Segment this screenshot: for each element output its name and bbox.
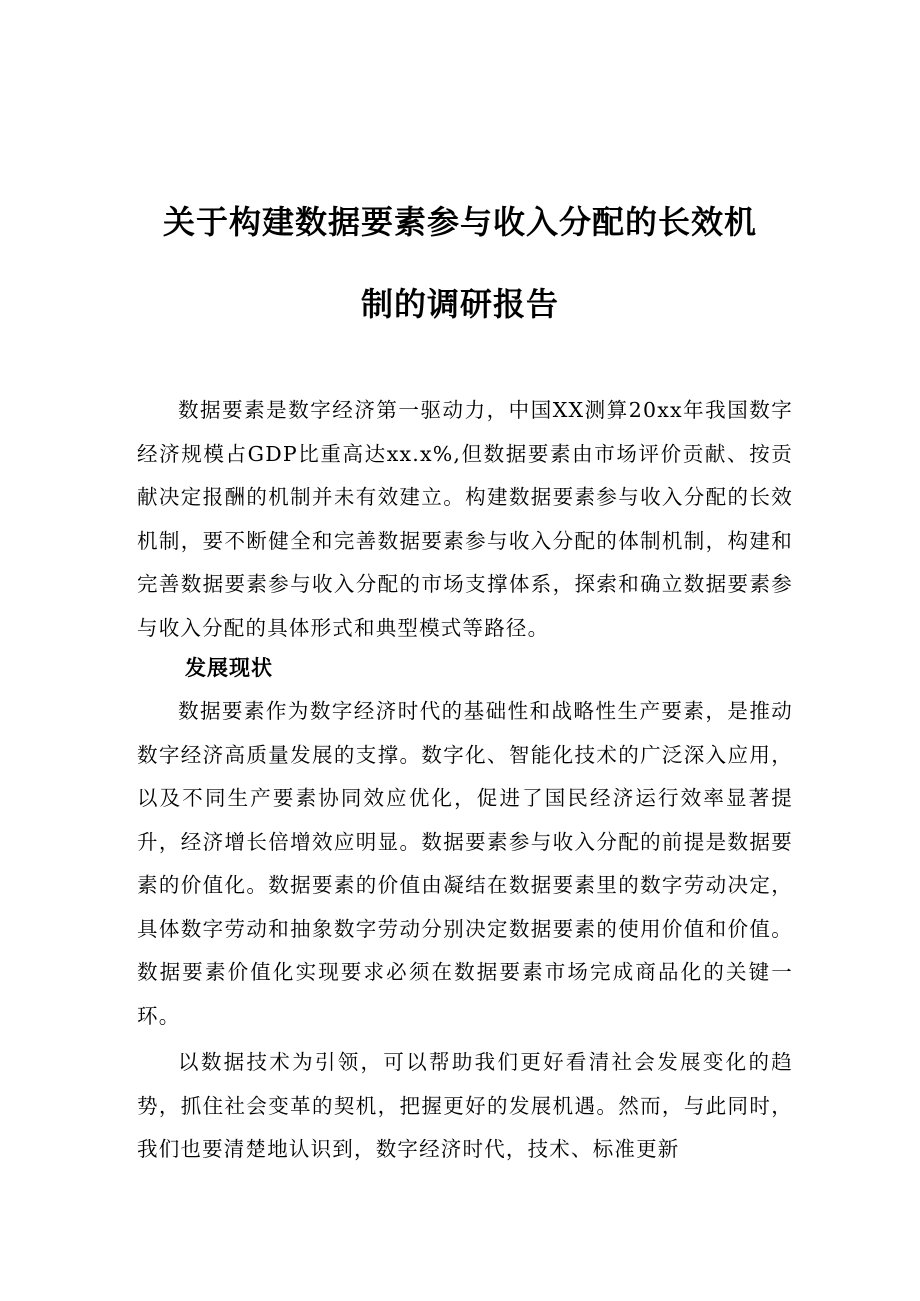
intro-paragraph: 数据要素是数字经济第一驱动力，中国XX测算20xx年我国数字经济规模占GDP比重高达xx.x%,但数据要素由市场评价贡献、按贡献决定报酬的机制并未有效建立。构建数据要素参与收入分配的长效机制，要不断健全和完善数据要素参与收入分配的体制机制，构建和完善数据要素参与收入分配的市场支撑体系，探索和确立数据要素参与收入分配的具体形式和典型模式等路径。 — [137, 398, 793, 640]
document-title-line-1: 关于构建数据要素参与收入分配的长效机 — [162, 203, 757, 241]
document-title-line-2: 制的调研报告 — [360, 285, 559, 323]
technology-paragraph: 以数据技术为引领，可以帮助我们更好看清社会发展变化的趋势，抓住社会变革的契机，把握更好的发展机遇。然而，与此同时，我们也要清楚地认识到，数字经济时代，技术、标准更新 — [137, 1050, 793, 1161]
section-heading: 发展现状 — [185, 656, 273, 680]
status-paragraph: 数据要素作为数字经济时代的基础性和战略性生产要素，是推动数字经济高质量发展的支撑。数字化、智能化技术的广泛深入应用，以及不同生产要素协同效应优化，促进了国民经济运行效率显著提升，经济增长倍增效应明显。数据要素参与收入分配的前提是数据要素的价值化。数据要素的价值由凝结在数据要素里的数字劳动决定，具体数字劳动和抽象数字劳动分别决定数据要素的使用价值和价值。数据要素价值化实现要求必须在数据要素市场完成商品化的关键一环。 — [137, 699, 793, 1028]
